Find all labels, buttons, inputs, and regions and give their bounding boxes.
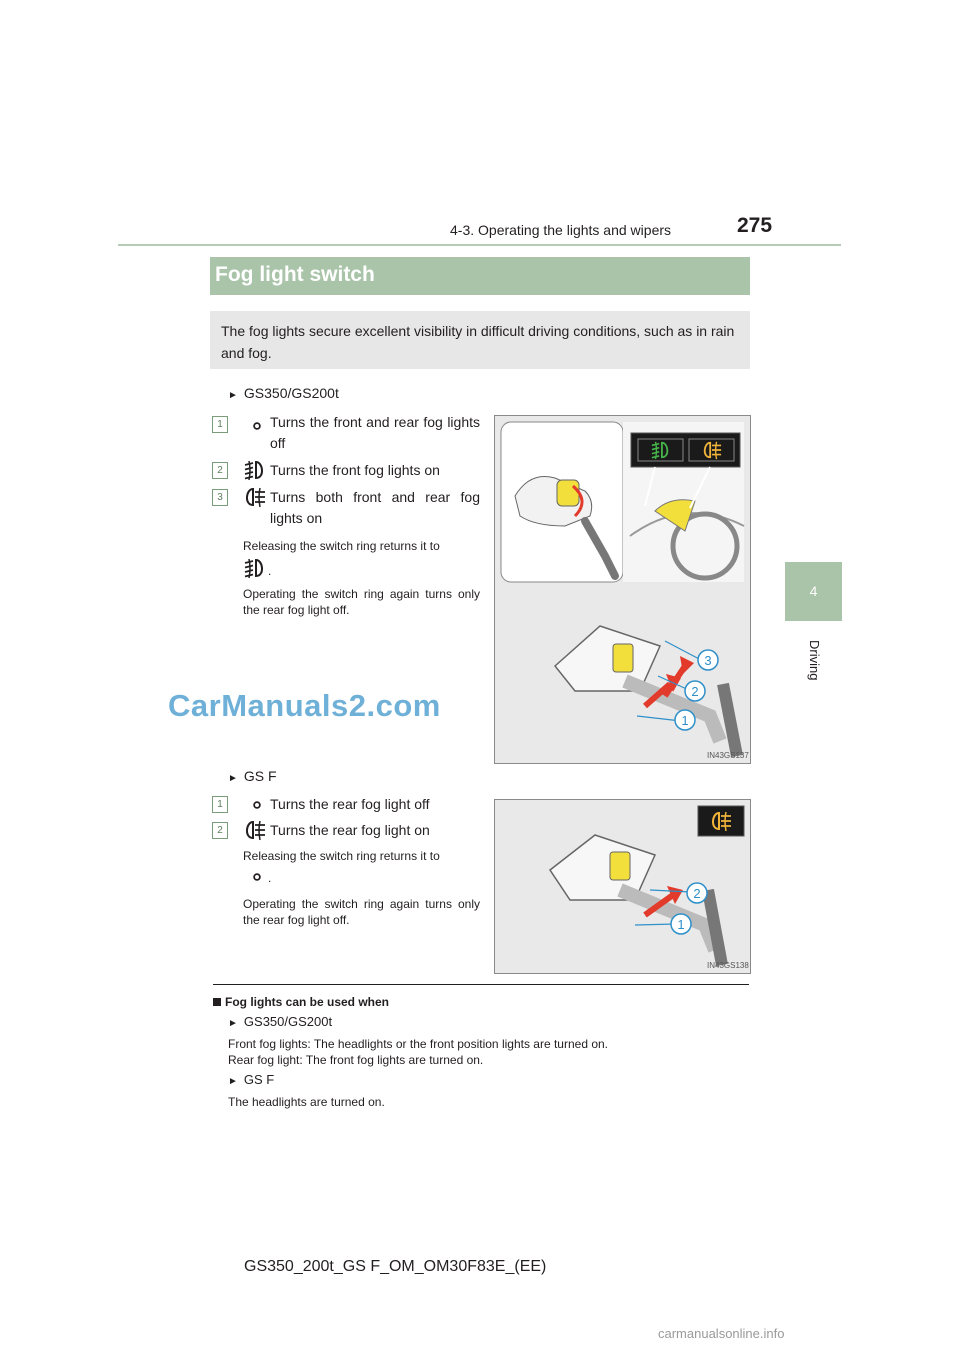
gsf-note-release: Releasing the switch ring returns it to — [243, 849, 440, 863]
fog-use-gs350-rear: Rear fog light: The front fog lights are turned on. — [228, 1053, 484, 1067]
gsf-item-text-2: Turns the rear fog light on — [270, 822, 430, 838]
gsf-figure-code: IN43GS138 — [707, 961, 749, 970]
header-section-title: 4-3. Operating the lights and wipers — [450, 222, 672, 238]
fog-use-gs350 — [228, 1014, 332, 1029]
model-label-gsf — [228, 768, 277, 784]
gs350-switch-figure — [494, 415, 751, 764]
fog-use-heading — [213, 995, 389, 1009]
watermark-logo: CarManuals2.com — [168, 688, 441, 723]
gsf-item-number-2: 2 — [212, 822, 228, 839]
figure-code: IN43GS137 — [707, 751, 749, 760]
header-rule — [118, 244, 841, 246]
gsf-item-text-1: Turns the rear fog light off — [270, 796, 430, 812]
front-fog-icon — [243, 459, 267, 481]
rear-fog-icon — [243, 486, 267, 508]
fog-use-gsf-label: GS F — [243, 1072, 275, 1087]
model-label-gs350-text: GS350/GS200t — [243, 385, 339, 401]
fog-use-gs350-front: Front fog lights: The headlights or the front position lights are turned on. — [228, 1037, 609, 1051]
fog-use-gs350-label: GS350/GS200t — [243, 1014, 333, 1029]
gs350-illustration — [495, 416, 750, 763]
fog-use-gsf-text: The headlights are turned on. — [228, 1095, 385, 1109]
gsf-item-number-1: 1 — [212, 796, 228, 813]
gsf-illustration — [495, 800, 750, 973]
gsf-note-release-end: . — [268, 871, 272, 885]
watermark-bottom: carmanualsonline.info — [658, 1326, 785, 1341]
callout-2-label: 2 — [691, 684, 699, 699]
triangle-bullet-icon: ► — [228, 390, 238, 401]
footer-doc-code: GS350_200t_GS F_OM_OM30F83E_(EE) — [244, 1258, 547, 1275]
intro-text: The fog lights secure excellent visibility in difficult driving conditions, such as in rain and fog. — [221, 323, 735, 361]
fog-use-gsf — [228, 1072, 274, 1087]
triangle-bullet-icon: ► — [228, 1018, 238, 1029]
gsf-note-repeat: Operating the switch ring again turns only the rear fog light off. — [243, 897, 480, 927]
square-bullet-icon — [213, 998, 221, 1006]
fog-off-icon — [248, 868, 266, 886]
item-number-2: 2 — [212, 462, 228, 479]
fog-off-icon — [248, 796, 266, 814]
item-text-1: Turns the front and rear fog lights off — [270, 414, 480, 451]
page-number: 275 — [737, 214, 773, 237]
item-number-1: 1 — [212, 416, 228, 433]
gsf-callout-2-label: 2 — [693, 886, 701, 901]
section-title: Fog light switch — [215, 263, 375, 286]
chapter-label-text: Driving — [807, 640, 822, 681]
callout-3-label: 3 — [704, 653, 712, 668]
section-divider — [213, 984, 749, 985]
callout-1-label: 1 — [681, 713, 689, 728]
model-label-gsf-text: GS F — [243, 768, 277, 784]
chapter-label — [806, 640, 822, 700]
triangle-bullet-icon: ► — [228, 1076, 238, 1087]
item-number-3: 3 — [212, 489, 228, 506]
model-label-gs350 — [228, 385, 339, 401]
gs350-note-release: Releasing the switch ring returns it to — [243, 539, 440, 553]
rear-fog-icon — [243, 819, 267, 841]
gs350-note-repeat: Operating the switch ring again turns only the rear fog light off. — [243, 587, 480, 617]
fog-use-heading-text: Fog lights can be used when — [225, 995, 390, 1009]
gs350-note-release-end: . — [268, 564, 272, 578]
gsf-callout-1-label: 1 — [677, 917, 685, 932]
item-text-2: Turns the front fog lights on — [270, 462, 440, 478]
front-fog-icon — [243, 557, 267, 579]
item-text-3: Turns both front and rear fog lights on — [270, 489, 480, 526]
gsf-switch-figure — [494, 799, 751, 974]
triangle-bullet-icon: ► — [228, 773, 238, 784]
chapter-tab: 4 — [785, 562, 842, 621]
fog-off-icon — [248, 417, 266, 435]
